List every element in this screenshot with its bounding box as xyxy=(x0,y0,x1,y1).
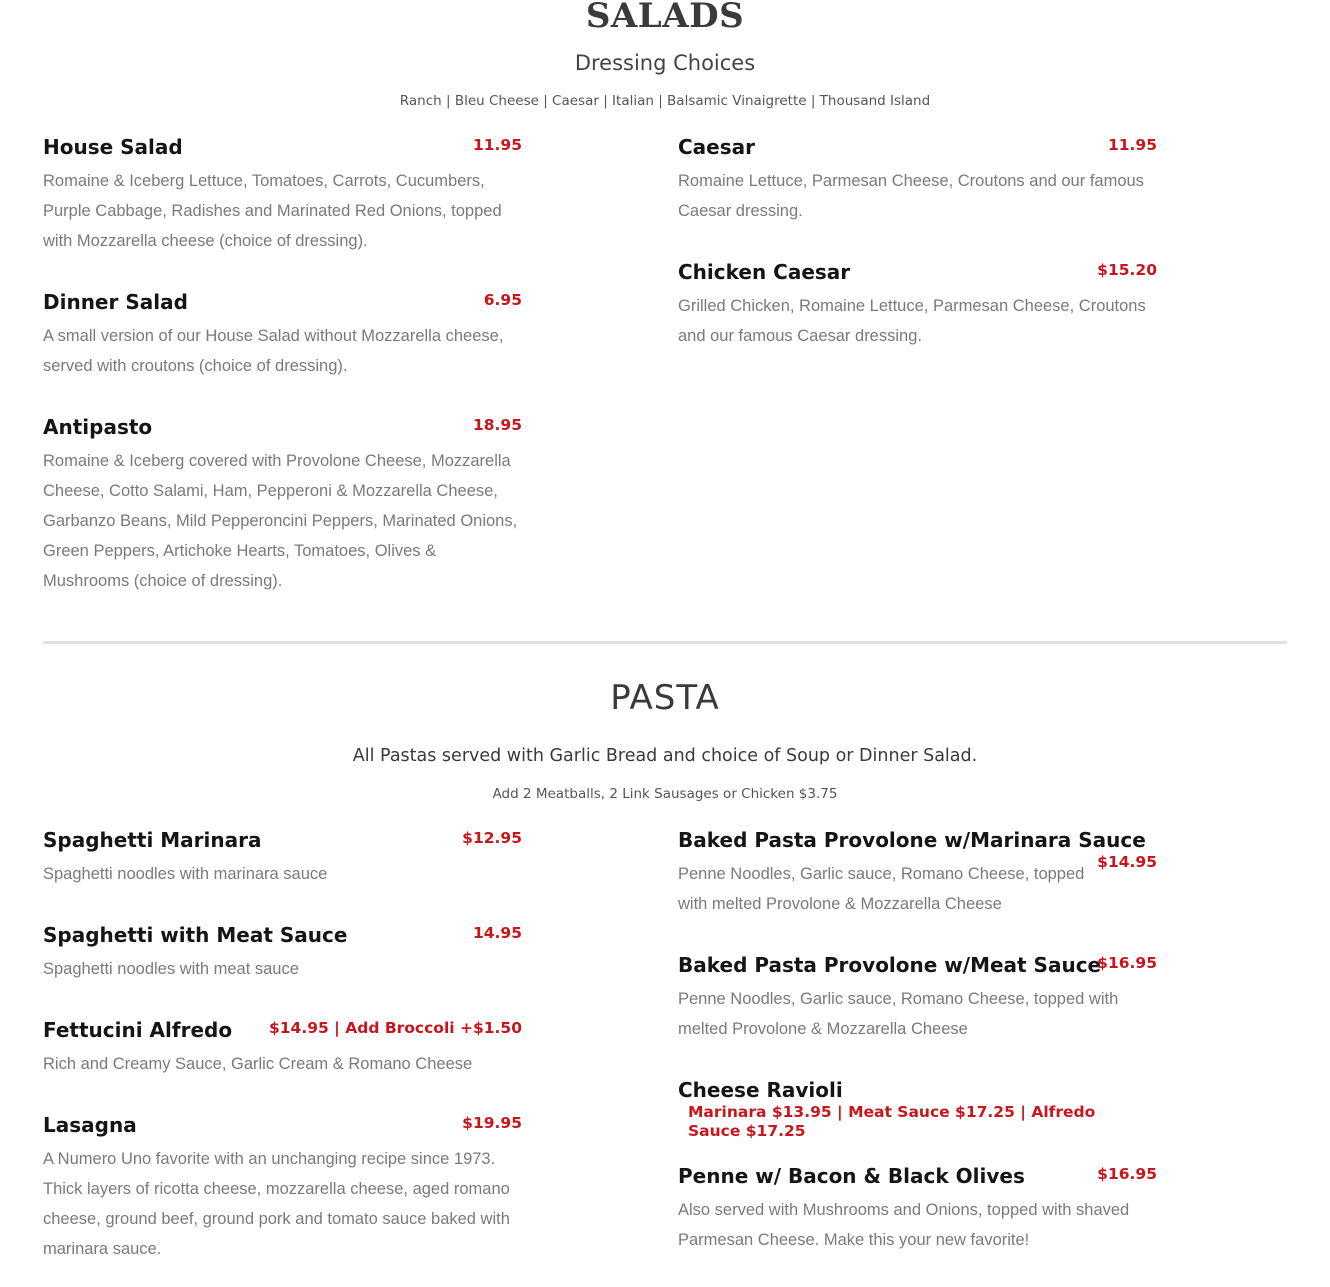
menu-item-price: $15.20 xyxy=(1097,261,1157,279)
menu-item-name: Baked Pasta Provolone w/Marinara Sauce xyxy=(678,828,1146,852)
menu-item-name: Spaghetti with Meat Sauce xyxy=(43,923,348,947)
section-divider xyxy=(43,641,1287,644)
menu-item-name: Antipasto xyxy=(43,415,153,439)
menu-item-name: Lasagna xyxy=(43,1113,137,1137)
menu-item-price: $12.95 xyxy=(462,829,522,847)
menu-item-description: Rich and Creamy Sauce, Garlic Cream & Romano Cheese xyxy=(43,1055,473,1073)
pasta-addon-note: Add 2 Meatballs, 2 Link Sausages or Chicken $3.75 xyxy=(492,786,838,802)
menu-item-description: Romaine & Iceberg Lettuce, Tomatoes, Carrots, Cucumbers, Purple Cabbage, Radishes and Marinated Red Onions, topped with Mozzarella cheese (choice of dressing). xyxy=(43,172,502,250)
menu-item-price: 18.95 xyxy=(472,416,522,434)
menu-item-name: Chicken Caesar xyxy=(678,260,851,284)
menu-item-price: 11.95 xyxy=(472,136,522,154)
menu-item-price: 6.95 xyxy=(483,291,522,309)
menu-item-price: $16.95 xyxy=(1097,954,1157,972)
dressing-choices-heading: Dressing Choices xyxy=(574,51,756,75)
menu-item-description: Grilled Chicken, Romaine Lettuce, Parmesan Cheese, Croutons and our famous Caesar dressing. xyxy=(678,297,1146,345)
menu-item-name: Penne w/ Bacon & Black Olives xyxy=(678,1164,1025,1188)
dressing-choices-list: Ranch | Bleu Cheese | Caesar | Italian | Balsamic Vinaigrette | Thousand Island xyxy=(399,93,931,109)
menu-item-description: Spaghetti noodles with meat sauce xyxy=(43,960,299,978)
salads-heading: SALADS xyxy=(585,0,745,36)
menu-item-description: A small version of our House Salad without Mozzarella cheese, served with croutons (choice of dressing). xyxy=(43,327,504,375)
pasta-note: All Pastas served with Garlic Bread and choice of Soup or Dinner Salad. xyxy=(352,746,978,766)
menu-item-price: $14.95 | Add Broccoli +$1.50 xyxy=(268,1019,522,1037)
menu-item-price: 14.95 xyxy=(472,924,522,942)
menu-item-description: Spaghetti noodles with marinara sauce xyxy=(43,865,328,883)
menu-item-description: Penne Noodles, Garlic sauce, Romano Cheese, topped with melted Provolone & Mozzarella Cheese xyxy=(678,865,1085,913)
menu-item-description: Penne Noodles, Garlic sauce, Romano Cheese, topped with melted Provolone & Mozzarella Cheese xyxy=(678,990,1119,1038)
menu-item-name: Baked Pasta Provolone w/Meat Sauce xyxy=(678,953,1102,977)
menu-item-name: Caesar xyxy=(678,135,756,159)
menu-item-name: Spaghetti Marinara xyxy=(43,828,262,852)
menu-item-description: Romaine & Iceberg covered with Provolone Cheese, Mozzarella Cheese, Cotto Salami, Ham, Pepperoni & Mozzarella Cheese, Garbanzo Beans, Mild Pepperoncini Peppers, Marinated Onions, Green Peppers, Artichoke Hearts, Tomatoes, Olives & Mushrooms (choice of dressing). xyxy=(43,452,518,590)
menu-item-name: Dinner Salad xyxy=(43,290,188,314)
menu-item-price: Marinara $13.95 | Meat Sauce $17.25 | Alfredo Sauce $17.25 xyxy=(688,1103,1096,1140)
menu-item-price: 11.95 xyxy=(1107,136,1157,154)
menu-item-name: Fettucini Alfredo xyxy=(43,1018,233,1042)
pasta-heading: PASTA xyxy=(610,678,720,718)
menu-item-description: Also served with Mushrooms and Onions, topped with shaved Parmesan Cheese. Make this your new favorite! xyxy=(678,1201,1130,1249)
menu-item-name: Cheese Ravioli xyxy=(678,1078,843,1102)
menu-item-name: House Salad xyxy=(43,135,183,159)
menu-item-price: $16.95 xyxy=(1097,1165,1157,1183)
menu-item-price: $19.95 xyxy=(462,1114,522,1132)
menu-item-price: $14.95 xyxy=(1097,853,1157,871)
menu-item-description: A Numero Uno favorite with an unchanging recipe since 1973. Thick layers of ricotta cheese, mozzarella cheese, aged romano cheese, ground beef, ground pork and tomato sauce baked with marinara sauce. xyxy=(43,1150,510,1258)
menu-item-description: Romaine Lettuce, Parmesan Cheese, Croutons and our famous Caesar dressing. xyxy=(678,172,1144,220)
